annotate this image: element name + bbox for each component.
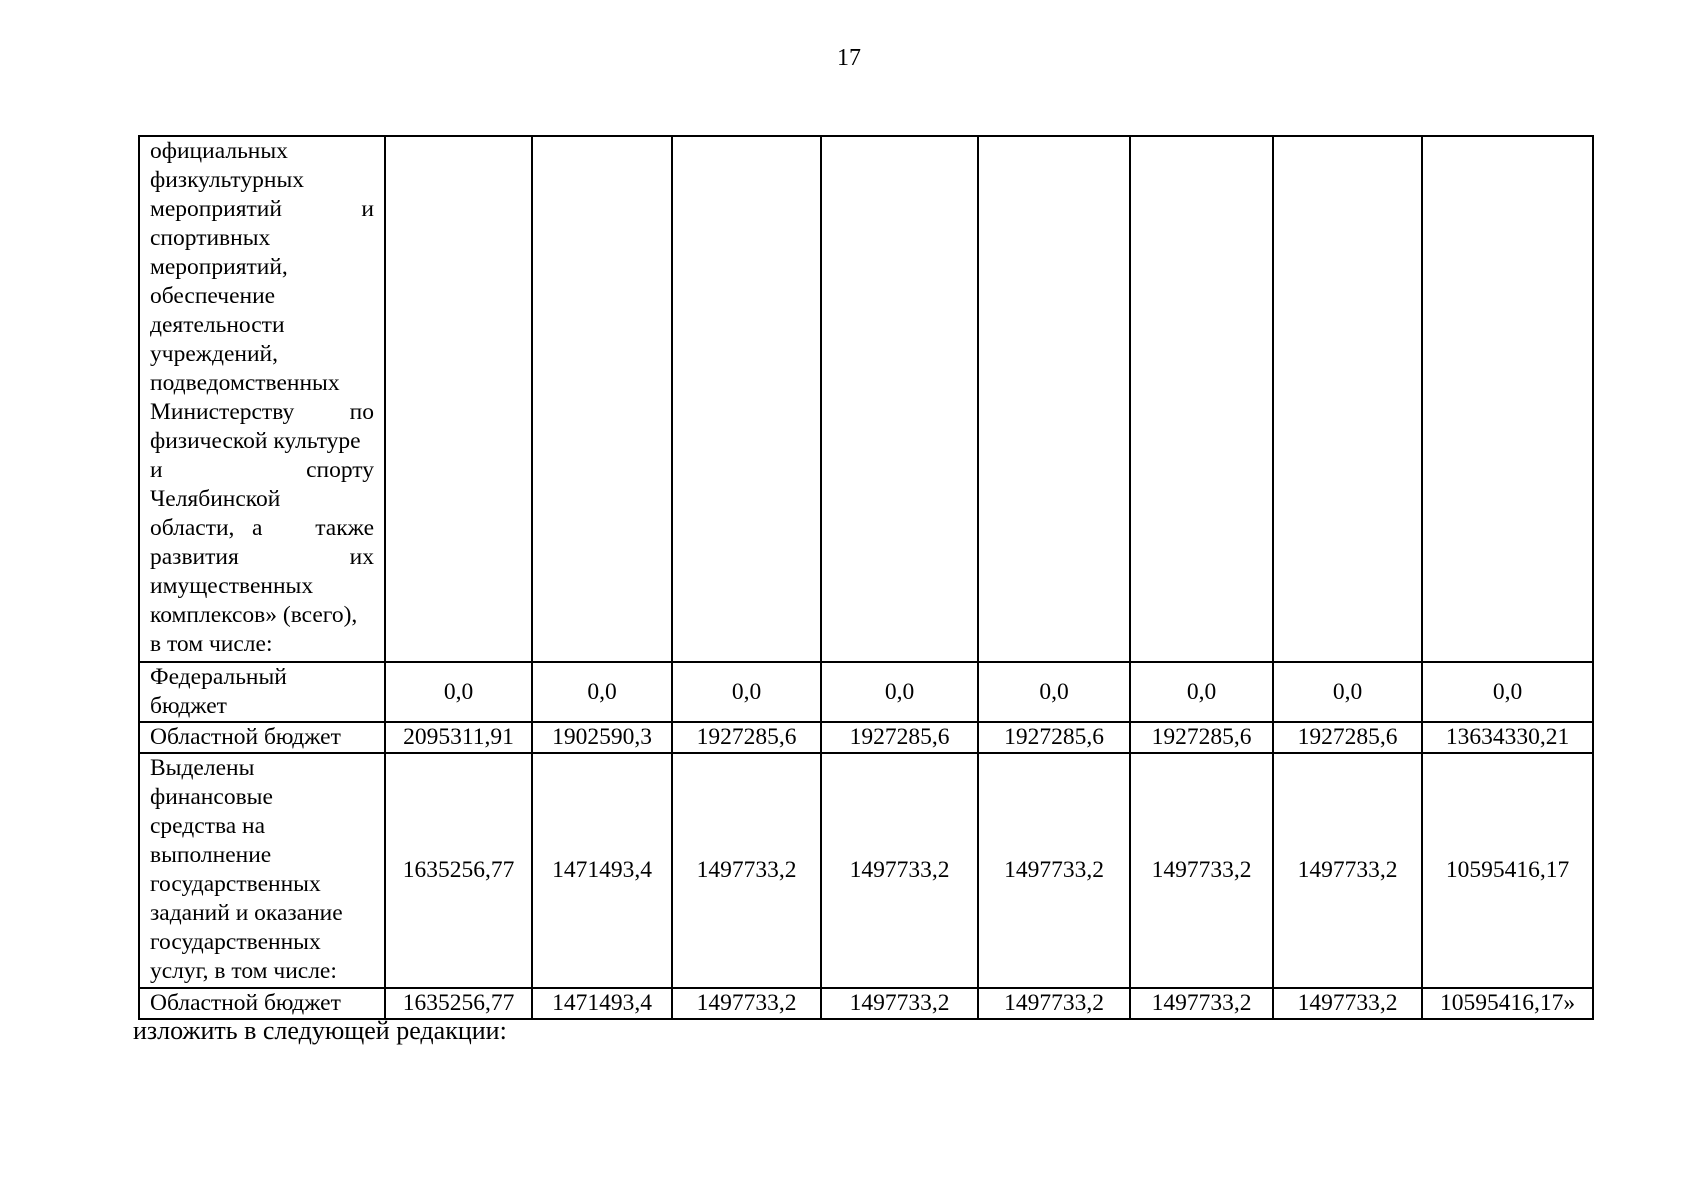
intro-label-line (150, 572, 374, 601)
intro-label-text (150, 137, 374, 659)
allocated-label-line: финансовые (150, 784, 273, 810)
allocated-label-line: государственных (150, 929, 321, 955)
regional2-value-cell: 10595416,17» (1422, 988, 1593, 1019)
regional2-label-cell: Областной бюджет (139, 988, 385, 1019)
intro-label-line (150, 514, 374, 543)
intro-label-line-left: физической культуре (150, 428, 361, 454)
federal-value-cell: 0,0 (1273, 662, 1422, 722)
intro-label-line-right: по (349, 399, 374, 425)
federal-label-line: бюджет (150, 693, 227, 719)
intro-label-line-right: также (315, 515, 374, 541)
allocated-label-line: государственных (150, 871, 321, 897)
intro-label-line-left: мероприятий (150, 196, 282, 222)
intro-label-line (150, 398, 374, 427)
intro-label-line (150, 311, 374, 340)
intro-label-line-left: развития (150, 544, 239, 570)
federal-value-cell: 0,0 (1130, 662, 1273, 722)
intro-label-line-right: их (349, 544, 374, 570)
table-row-regional-allocated (139, 988, 1593, 1019)
allocated-label-line: заданий и оказание (150, 900, 343, 926)
intro-label-line-left: Министерству (150, 399, 295, 425)
regional2-value-cell: 1497733,2 (978, 988, 1130, 1019)
regional-value-cell: 1902590,3 (532, 722, 672, 753)
regional2-value-cell: 1497733,2 (821, 988, 978, 1019)
intro-label-line (150, 137, 374, 166)
allocated-value-cell: 1497733,2 (672, 753, 821, 988)
empty-cell (1422, 136, 1593, 662)
federal-value-cell: 0,0 (1422, 662, 1593, 722)
intro-label-line (150, 253, 374, 282)
allocated-value-cell: 1497733,2 (821, 753, 978, 988)
allocated-value-cell: 1497733,2 (978, 753, 1130, 988)
federal-value-cell: 0,0 (385, 662, 532, 722)
intro-label-line (150, 224, 374, 253)
empty-cell (385, 136, 532, 662)
intro-label-line-left: комплексов» (всего), (150, 602, 358, 628)
intro-label-line-left: и (150, 457, 163, 483)
budget-table (138, 135, 1594, 1020)
allocated-label-cell (139, 753, 385, 988)
federal-label-line: Федеральный (150, 664, 287, 690)
empty-cell (978, 136, 1130, 662)
intro-label-line-right: спорту (306, 457, 374, 483)
intro-label-line (150, 427, 374, 456)
regional2-value-cell: 1497733,2 (672, 988, 821, 1019)
continuation-text: изложить в следующей редакции: (133, 1016, 507, 1045)
intro-label-line (150, 282, 374, 311)
intro-label-line-left: имущественных (150, 573, 314, 599)
intro-label-line-left: физкультурных (150, 167, 305, 193)
table-row-regional (139, 722, 1593, 753)
intro-label-line-left: подведомственных (150, 370, 340, 396)
regional-value-cell: 2095311,91 (385, 722, 532, 753)
allocated-value-cell: 10595416,17 (1422, 753, 1593, 988)
intro-label-line-left: спортивных (150, 225, 271, 251)
regional-value-cell: 1927285,6 (821, 722, 978, 753)
empty-cell (1273, 136, 1422, 662)
federal-value-cell: 0,0 (821, 662, 978, 722)
intro-label-cell (139, 136, 385, 662)
regional-value-cell: 1927285,6 (1273, 722, 1422, 753)
intro-label-line-left: области, а (150, 515, 263, 541)
intro-label-line-left: обеспечение (150, 283, 276, 309)
regional2-value-cell: 1635256,77 (385, 988, 532, 1019)
allocated-value-cell: 1635256,77 (385, 753, 532, 988)
intro-label-line (150, 195, 374, 224)
intro-label-line-left: Челябинской (150, 486, 281, 512)
intro-label-line (150, 485, 374, 514)
allocated-label-line: Выделены (150, 755, 255, 781)
allocated-label-line: средства на (150, 813, 266, 839)
regional2-value-cell: 1497733,2 (1273, 988, 1422, 1019)
federal-value-cell: 0,0 (672, 662, 821, 722)
regional-value-cell: 13634330,21 (1422, 722, 1593, 753)
federal-value-cell: 0,0 (532, 662, 672, 722)
regional-label-cell: Областной бюджет (139, 722, 385, 753)
regional2-value-cell: 1497733,2 (1130, 988, 1273, 1019)
empty-cell (532, 136, 672, 662)
regional-value-cell: 1927285,6 (1130, 722, 1273, 753)
table-row-federal (139, 662, 1593, 722)
empty-cell (821, 136, 978, 662)
allocated-value-cell: 1497733,2 (1130, 753, 1273, 988)
allocated-label-line: услуг, в том числе: (150, 958, 337, 984)
allocated-value-cell: 1497733,2 (1273, 753, 1422, 988)
intro-label-line (150, 369, 374, 398)
intro-label-line-right: и (361, 196, 374, 222)
intro-label-line (150, 601, 374, 630)
intro-label-line (150, 340, 374, 369)
empty-cell (672, 136, 821, 662)
allocated-value-cell: 1471493,4 (532, 753, 672, 988)
intro-label-line-left: учреждений, (150, 341, 278, 367)
regional2-value-cell: 1471493,4 (532, 988, 672, 1019)
intro-label-line (150, 630, 374, 659)
page-number: 17 (837, 45, 861, 71)
table-row-allocated (139, 753, 1593, 988)
federal-label-cell (139, 662, 385, 722)
empty-cell (1130, 136, 1273, 662)
regional-value-cell: 1927285,6 (978, 722, 1130, 753)
intro-label-line-left: мероприятий, (150, 254, 288, 280)
regional-value-cell: 1927285,6 (672, 722, 821, 753)
table-row-intro (139, 136, 1593, 662)
intro-label-line-left: официальных (150, 138, 288, 164)
intro-label-line (150, 456, 374, 485)
intro-label-line (150, 166, 374, 195)
intro-label-line (150, 543, 374, 572)
allocated-label-line: выполнение (150, 842, 272, 868)
intro-label-line-left: в том числе: (150, 631, 273, 657)
intro-label-line-left: деятельности (150, 312, 285, 338)
federal-value-cell: 0,0 (978, 662, 1130, 722)
